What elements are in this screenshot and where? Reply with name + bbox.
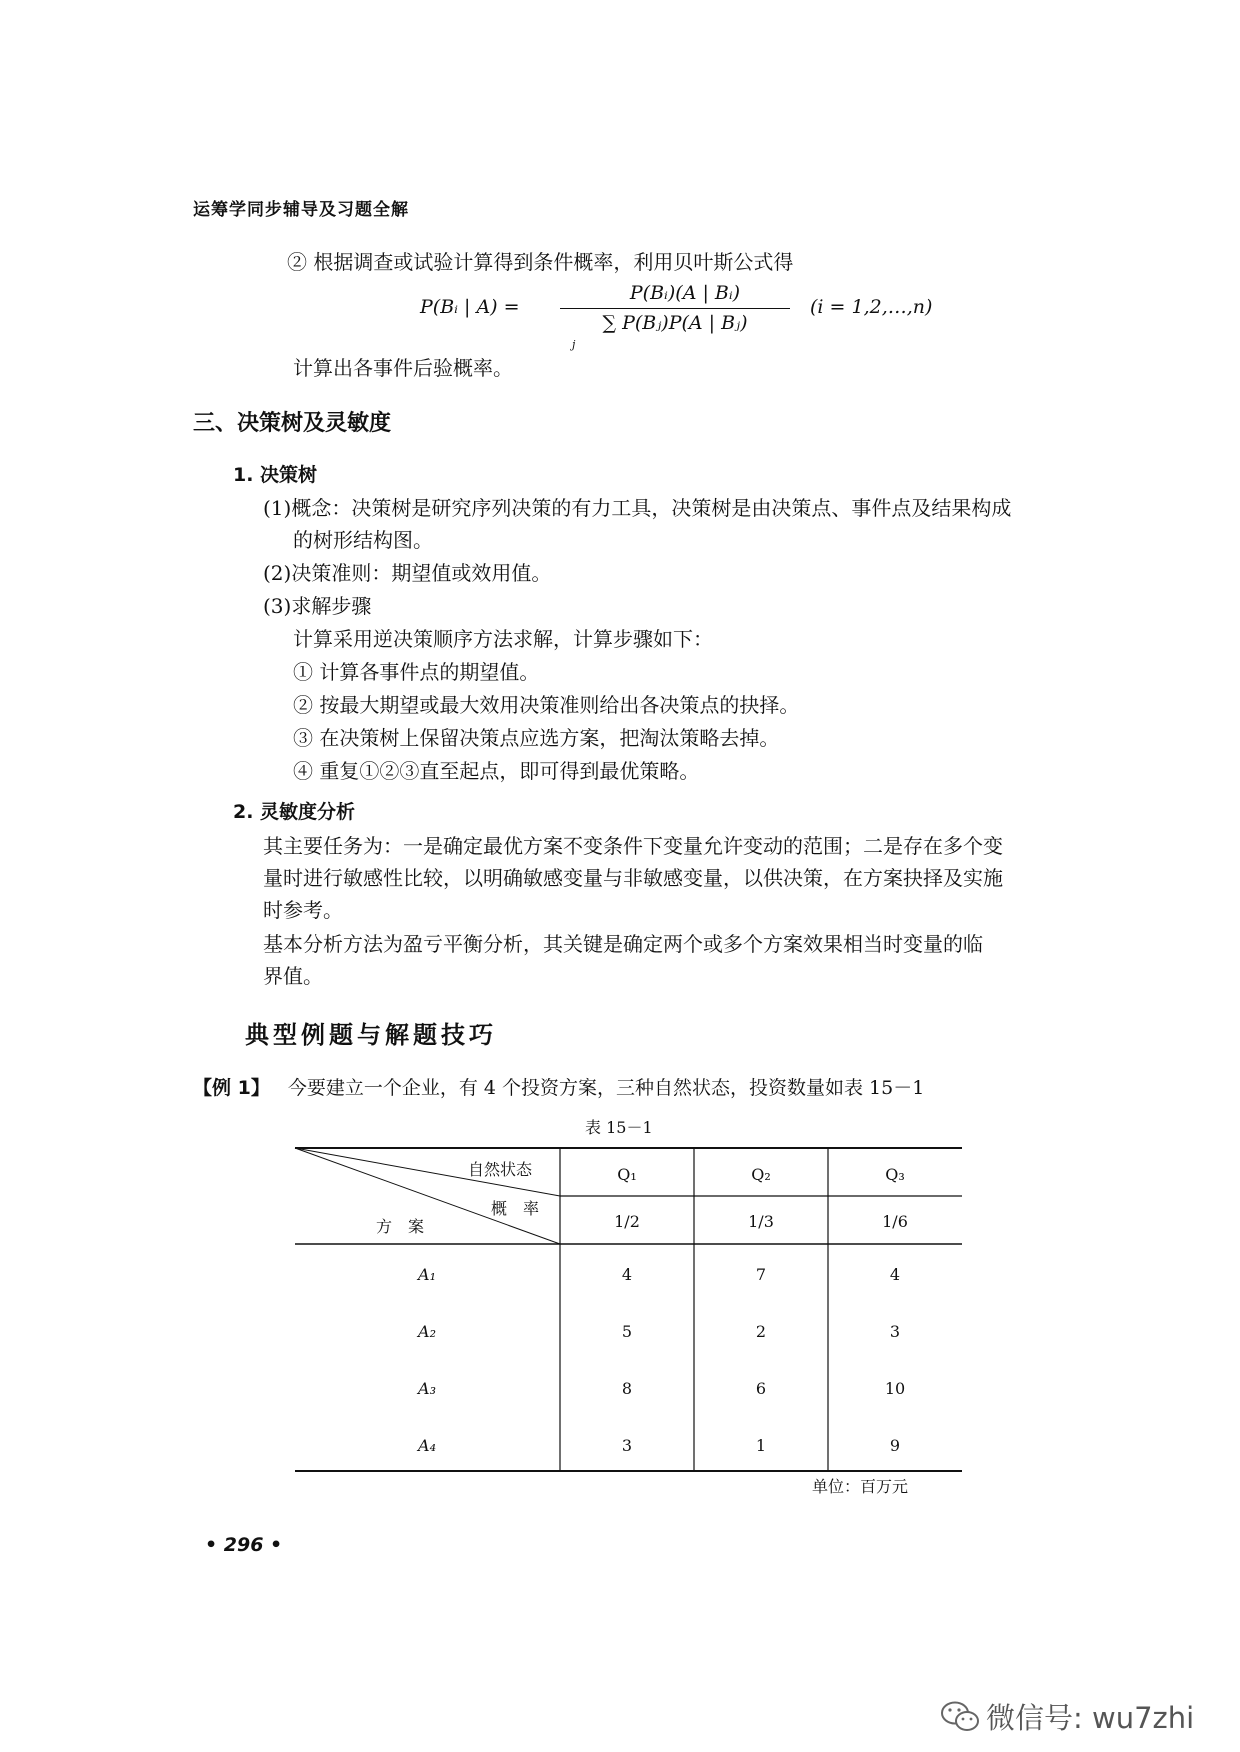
table-caption: 表 15－1 [585,1118,653,1137]
cell-a3-q1: 8 [621,1379,633,1398]
state-q2: Q₂ [751,1165,771,1184]
steps-title: (3)求解步骤 [263,594,372,618]
criterion-line: (2)决策准则：期望值或效用值。 [263,561,552,585]
wechat-icon [940,1700,980,1741]
cell-a1-q3: 4 [889,1265,901,1284]
cell-a1-q2: 7 [755,1265,767,1284]
cell-a2-q2: 2 [755,1322,767,1341]
sum-index: j [572,338,576,351]
formula-numerator: P(Bᵢ)(A | Bᵢ) [629,282,741,304]
corner-prob-label: 概 率 [490,1199,540,1218]
formula-lhs: P(Bᵢ | A) = [420,296,520,318]
sensitivity-line-1: 其主要任务为：一是确定最优方案不变条件下变量允许变动的范围；二是存在多个变 [263,834,1003,858]
watermark-text: 微信号: wu7zhi [986,1701,1195,1735]
concept-line-2: 的树形结构图。 [293,528,433,552]
table-unit: 单位：百万元 [812,1477,909,1496]
bayes-intro: ② 根据调查或试验计算得到条件概率，利用贝叶斯公式得 [287,250,794,274]
prob-q3: 1/6 [882,1212,908,1231]
sensitivity-line-2: 量时进行敏感性比较，以明确敏感变量与非敏感变量，以供决策，在方案抉择及实施 [263,866,1003,890]
formula-denominator: ∑ P(Bⱼ)P(A | Bⱼ) [602,312,748,334]
corner-state-label: 自然状态 [467,1160,533,1179]
example-text: 今要建立一个企业，有 4 个投资方案，三种自然状态，投资数量如表 15－1 [287,1077,925,1099]
step-4: ④ 重复①②③直至起点，即可得到最优策略。 [293,759,700,783]
cell-a3-q3: 10 [884,1379,906,1398]
formula-range: (i = 1,2,…,n) [810,296,933,318]
watermark [940,1696,1194,1741]
cell-a3-q2: 6 [755,1379,767,1398]
steps-intro: 计算采用逆决策顺序方法求解，计算步骤如下： [293,627,713,651]
section-title: 三、决策树及灵敏度 [193,411,392,436]
plan-a3: A₃ [418,1379,436,1398]
cell-a1-q1: 4 [621,1265,633,1284]
cell-a4-q3: 9 [889,1436,901,1455]
step-3: ③ 在决策树上保留决策点应选方案，把淘汰策略去掉。 [293,726,780,750]
state-q3: Q₃ [885,1165,905,1184]
step-2: ② 按最大期望或最大效用决策准则给出各决策点的抉择。 [293,693,800,717]
page-number: • 296 • [205,1534,283,1556]
cell-a2-q1: 5 [621,1322,633,1341]
corner-plan-label: 方 案 [375,1217,425,1236]
subsection-decision-tree: 1. 决策树 [233,464,318,486]
cell-a4-q2: 1 [755,1436,767,1455]
concept-line-1: (1)概念：决策树是研究序列决策的有力工具，决策树是由决策点、事件点及结果构成 [263,496,1012,520]
sensitivity-line-4: 基本分析方法为盈亏平衡分析，其关键是确定两个或多个方案效果相当时变量的临 [263,932,983,956]
plan-a4: A₄ [418,1436,436,1455]
examples-title: 典型例题与解题技巧 [245,1020,497,1049]
sensitivity-line-3: 时参考。 [263,898,343,922]
sensitivity-line-5: 界值。 [263,964,323,988]
prob-q2: 1/3 [748,1212,774,1231]
plan-a1: A₁ [418,1265,436,1284]
bayes-outro: 计算出各事件后验概率。 [293,356,513,380]
state-q1: Q₁ [617,1165,637,1184]
cell-a2-q3: 3 [889,1322,901,1341]
running-header: 运筹学同步辅导及习题全解 [193,200,409,220]
cell-a4-q1: 3 [621,1436,633,1455]
subsection-sensitivity: 2. 灵敏度分析 [233,801,356,823]
prob-q1: 1/2 [614,1212,640,1231]
example-tag: 【例 1】 [193,1077,270,1099]
plan-a2: A₂ [418,1322,436,1341]
step-1: ① 计算各事件点的期望值。 [293,660,540,684]
